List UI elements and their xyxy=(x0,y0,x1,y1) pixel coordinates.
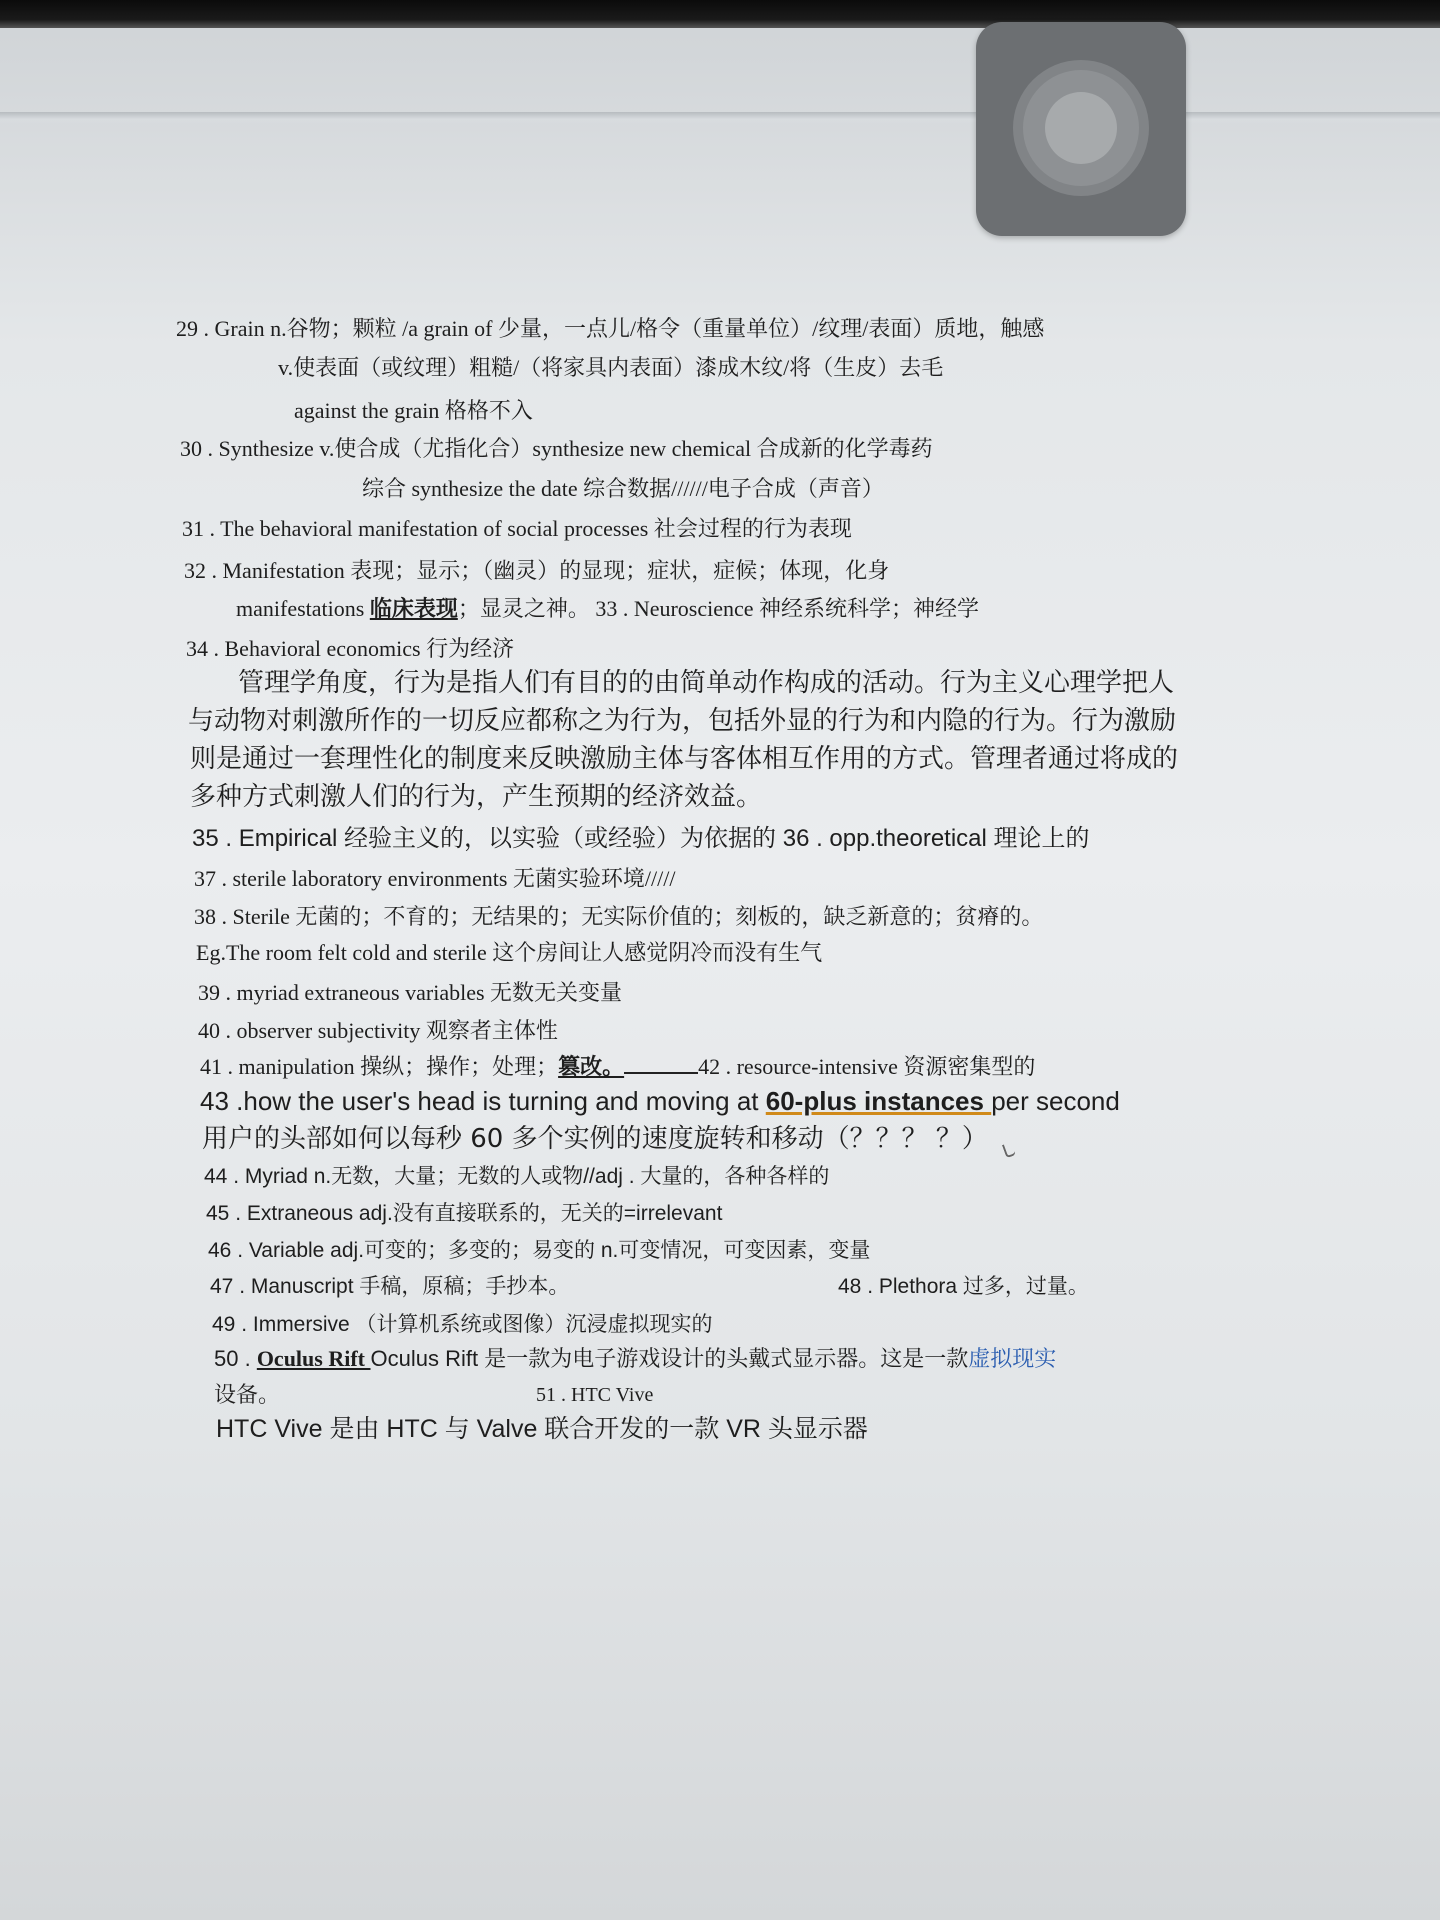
item-46: 46 . Variable adj.可变的；多变的；易变的 n.可变情况，可变因素，变量 xyxy=(208,1239,871,1262)
item-29-line-3: against the grain 格格不入 xyxy=(294,398,533,423)
item-43-text-tail: per second xyxy=(991,1086,1120,1116)
item-41-bold-term: 篡改。 xyxy=(558,1054,625,1079)
item-50-number: 50 . xyxy=(214,1346,257,1371)
item-32-line-2 xyxy=(236,594,979,624)
pen-mark xyxy=(1002,1142,1016,1159)
item-50-line-1 xyxy=(214,1344,1056,1374)
page-header-rule xyxy=(0,112,1440,124)
item-29-line-2: v.使表面（或纹理）粗糙/（将家具内表面）漆成木纹/将（生皮）去毛 xyxy=(278,355,944,380)
fill-blank xyxy=(624,1052,698,1074)
item-34-title: 34 . Behavioral economics 行为经济 xyxy=(186,636,515,661)
item-42-text: 42 . resource-intensive 资源密集型的 xyxy=(698,1054,1036,1079)
monitor-bezel xyxy=(0,0,1440,28)
item-50-line-2: 设备。 xyxy=(214,1382,281,1407)
item-34-paragraph-2: 与动物对刺激所作的一切反应都称之为行为，包括外显的行为和内隐的行为。行为激励 xyxy=(188,706,1177,736)
item-51-label: 51 . HTC Vive xyxy=(536,1384,654,1406)
item-39: 39 . myriad extraneous variables 无数无关变量 xyxy=(198,980,623,1005)
item-32-line-1: 32 . Manifestation 表现；显示；（幽灵）的显现；症状，症候；体现，化身 xyxy=(184,558,890,583)
item-38-line-1: 38 . Sterile 无菌的；不育的；无结果的；无实际价值的；刻板的，缺乏新意的；贫瘠的。 xyxy=(194,904,1044,929)
item-43-translation: 用户的头部如何以每秒 60 多个实例的速度旋转和移动（？？？ ？） xyxy=(202,1124,988,1154)
item-30-line-1: 30 . Synthesize v.使合成（尤指化合）synthesize new chemical 合成新的化学毒药 xyxy=(180,436,933,461)
item-30-line-2: 综合 synthesize the date 综合数据//////电子合成（声音） xyxy=(362,476,884,501)
item-43-text: 43 .how the user's head is turning and moving at xyxy=(200,1086,766,1116)
item-50-bold-term: Oculus Rift xyxy=(256,1346,371,1371)
item-35-36: 35 . Empirical 经验主义的，以实验（或经验）为依据的 36 . opp.theoretical 理论上的 xyxy=(192,825,1090,852)
item-43-line-1 xyxy=(200,1086,1120,1116)
item-43-highlight: 60-plus instances xyxy=(765,1086,992,1116)
item-47: 47 . Manuscript 手稿，原稿；手抄本。 xyxy=(210,1275,570,1298)
item-32-bold-term: 临床表现 xyxy=(369,596,458,621)
item-41-42 xyxy=(200,1052,1035,1082)
item-49: 49 . Immersive （计算机系统或图像）沉浸虚拟现实的 xyxy=(212,1313,713,1336)
item-32-text: manifestations xyxy=(236,596,370,621)
item-51-body: HTC Vive 是由 HTC 与 Valve 联合开发的一款 VR 头显示器 xyxy=(216,1415,868,1443)
item-50-text: Oculus Rift 是一款为电子游戏设计的头戴式显示器。这是一款 xyxy=(370,1346,969,1371)
item-37: 37 . sterile laboratory environments 无菌实验环境///// xyxy=(194,866,676,891)
item-34-paragraph-4: 多种方式刺激人们的行为，产生预期的经济效益。 xyxy=(190,782,763,812)
item-29-line-1: 29 . Grain n.谷物；颗粒 /a grain of 少量，一点儿/格令（重量单位）/纹理/表面）质地，触感 xyxy=(176,316,1045,341)
item-41-text: 41 . manipulation 操纵；操作；处理； xyxy=(200,1054,559,1079)
assistive-touch-button[interactable] xyxy=(976,22,1186,236)
item-40: 40 . observer subjectivity 观察者主体性 xyxy=(198,1018,558,1043)
item-38-example: Eg.The room felt cold and sterile 这个房间让人感觉阴冷而没有生气 xyxy=(196,940,823,965)
assistive-touch-icon xyxy=(1023,70,1139,186)
item-31: 31 . The behavioral manifestation of social processes 社会过程的行为表现 xyxy=(182,516,852,541)
item-44: 44 . Myriad n.无数，大量；无数的人或物//adj . 大量的，各种各样的 xyxy=(204,1165,830,1188)
item-34-paragraph-3: 则是通过一套理性化的制度来反映激励主体与客体相互作用的方式。管理者通过将成的 xyxy=(190,744,1179,774)
item-34-paragraph-1: 管理学角度，行为是指人们有目的的由简单动作构成的活动。行为主义心理学把人 xyxy=(238,668,1175,698)
vr-link[interactable]: 虚拟现实 xyxy=(968,1346,1057,1371)
item-32-text-tail: ；显灵之神。 33 . Neuroscience 神经系统科学；神经学 xyxy=(457,596,980,621)
item-45: 45 . Extraneous adj.没有直接联系的，无关的=irrelevant xyxy=(206,1202,723,1225)
item-48: 48 . Plethora 过多，过量。 xyxy=(838,1275,1089,1298)
